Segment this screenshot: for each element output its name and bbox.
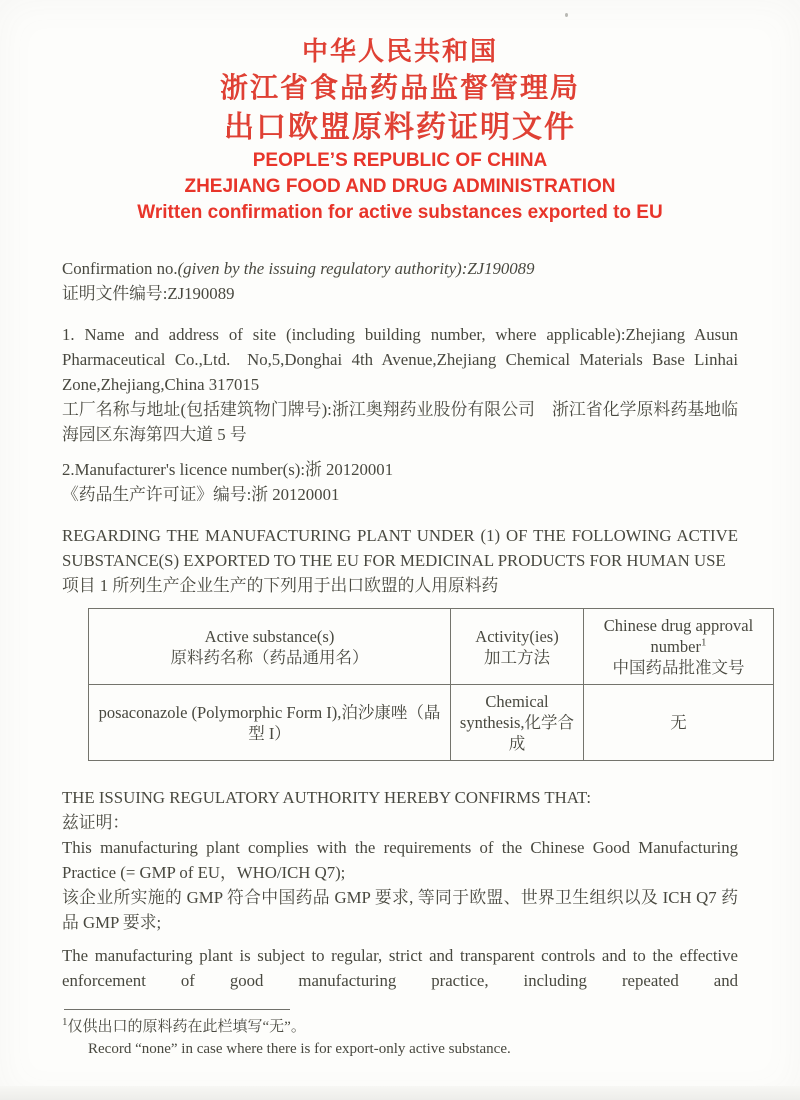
title-cn-document: 出口欧盟原料药证明文件 bbox=[224, 111, 576, 144]
table-row bbox=[89, 685, 774, 761]
substance-table bbox=[88, 608, 774, 761]
cell-substance: posaconazole (Polymorphic Form I),泊沙康唑（晶型 I） bbox=[89, 685, 451, 761]
header-active-substance-en: Active substance(s) bbox=[204, 626, 335, 646]
section2-cn: 《药品生产许可证》编号:浙 20120001 bbox=[62, 485, 340, 504]
confirmation-number-line-en bbox=[62, 256, 738, 281]
section2-en: 2.Manufacturer's licence number(s):浙 20120001 bbox=[62, 460, 394, 479]
header-approval-number-en bbox=[592, 615, 765, 657]
section1-cn: 工厂名称与地址(包括建筑物门牌号):浙江奥翔药业股份有限公司 浙江省化学原料药基地临海园区东海第四大道 5 号 bbox=[62, 400, 738, 444]
regarding-en: REGARDING THE MANUFACTURING PLANT UNDER (1) OF THE FOLLOWING ACTIVE SUBSTANCE(S) EXPORTED TO THE EU FOR MEDICINAL PRODUCTS FOR HUMAN USE bbox=[62, 526, 738, 570]
title-en-country: PEOPLE’S REPUBLIC OF CHINA bbox=[252, 150, 548, 171]
footnote-cn-text: 仅供出口的原料药在此栏填写“无”。 bbox=[67, 1019, 306, 1035]
header-activity-cn: 加工方法 bbox=[484, 647, 550, 667]
regarding-cn: 项目 1 所列生产企业生产的下列用于出口欧盟的人用原料药 bbox=[62, 576, 499, 595]
confirms-gmp-cn: 该企业所实施的 GMP 符合中国药品 GMP 要求, 等同于欧盟、世界卫生组织以及 ICH Q7 药品 GMP 要求; bbox=[62, 888, 738, 932]
table-header-row bbox=[89, 609, 774, 685]
confirmation-number-block bbox=[62, 256, 738, 306]
header-approval-number bbox=[584, 609, 774, 685]
title-cn-agency: 浙江省食品药品监督管理局 bbox=[219, 73, 580, 104]
title-cn-country: 中华人民共和国 bbox=[301, 37, 498, 66]
footnote-separator bbox=[64, 1009, 290, 1010]
header-activity bbox=[451, 609, 584, 685]
cell-approval: 无 bbox=[584, 685, 774, 761]
confirmation-paren: (given by the issuing regulatory authority) bbox=[177, 259, 462, 278]
footnote-block bbox=[62, 1016, 738, 1060]
document-header bbox=[62, 34, 738, 226]
section1-en: 1. Name and address of site (including building number, where applicable):Zhejiang Ausun Pharmaceutical Co.,Ltd. No,5,Donghai 4th Avenue,Zhejiang Chemical Materials Base Linhai Zone,Zhejiang,China 317015 bbox=[62, 325, 738, 394]
confirms-heading-en: THE ISSUING REGULATORY AUTHORITY HEREBY CONFIRMS THAT: bbox=[62, 788, 592, 807]
header-active-substance-cn: 原料药名称（药品通用名） bbox=[170, 647, 369, 667]
footnote-cn-line bbox=[62, 1016, 738, 1038]
confirmation-number-line-cn: 证明文件编号:ZJ190089 bbox=[62, 284, 235, 303]
confirmation-value: :ZJ190089 bbox=[461, 259, 535, 278]
section1-site-block bbox=[62, 322, 738, 447]
header-activity-en: Activity(ies) bbox=[475, 626, 559, 646]
cell-activity: Chemical synthesis,化学合成 bbox=[451, 685, 584, 761]
regarding-block bbox=[62, 523, 738, 598]
confirmation-label: Confirmation no. bbox=[62, 259, 178, 278]
controls-paragraph: The manufacturing plant is subject to regular, strict and transparent controls and to the effective enforcement of good manufacturing practice, including repeated and bbox=[62, 946, 738, 990]
confirms-gmp-en: This manufacturing plant complies with the requirements of the Chinese Good Manufacturing Practice (= GMP of EU，WHO/ICH Q7); bbox=[62, 838, 738, 882]
title-en-agency: ZHEJIANG FOOD AND DRUG ADMINISTRATION bbox=[184, 176, 616, 197]
footnote-en-line: Record “none” in case where there is for export-only active substance. bbox=[88, 1041, 511, 1057]
scan-speck bbox=[565, 13, 568, 17]
footnote-marker: 1 bbox=[62, 1016, 68, 1028]
header-approval-number-cn: 中国药品批准文号 bbox=[612, 658, 745, 677]
section2-licence-block bbox=[62, 457, 738, 507]
confirms-block bbox=[62, 785, 738, 935]
header-approval-footnote-marker: 1 bbox=[700, 636, 707, 649]
confirms-heading-cn: 兹证明： bbox=[62, 813, 130, 832]
header-approval-number-text: Chinese drug approval number bbox=[603, 616, 754, 656]
scan-bottom-edge bbox=[0, 1086, 800, 1100]
title-en-document: Written confirmation for active substances exported to EU bbox=[137, 202, 663, 223]
header-active-substance bbox=[89, 609, 451, 685]
